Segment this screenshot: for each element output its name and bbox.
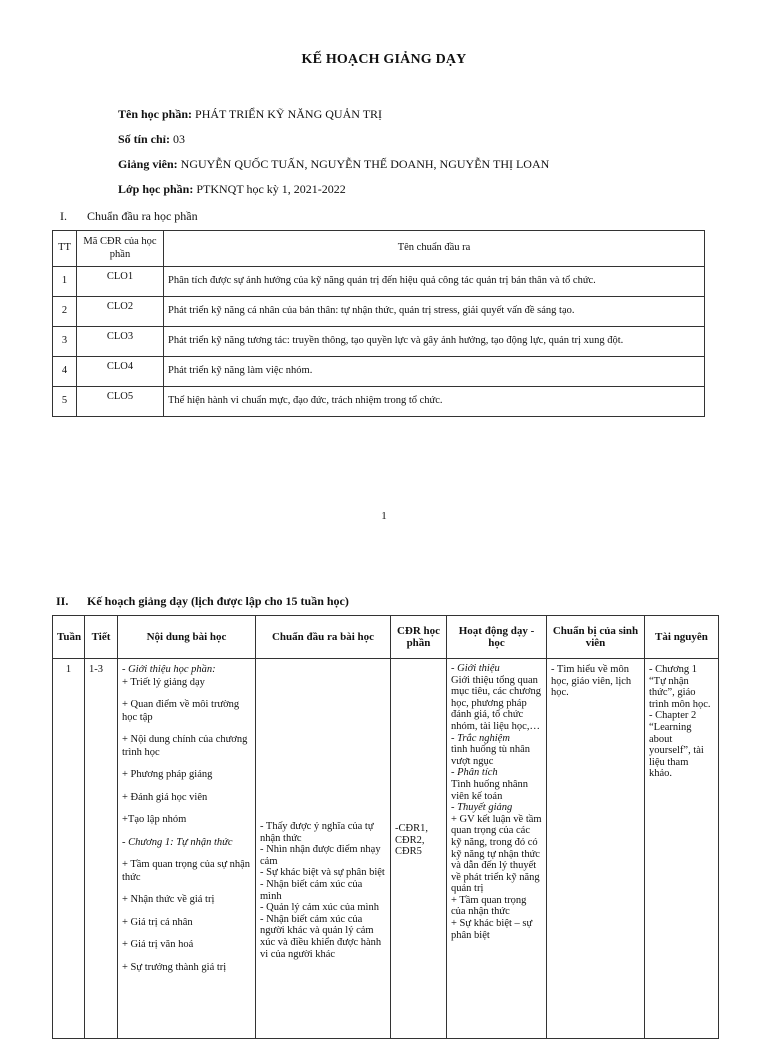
header-clo-name: Tên chuẩn đầu ra xyxy=(164,231,705,267)
cell-tt: 5 xyxy=(53,387,77,417)
info-lecturers xyxy=(118,157,549,172)
content-item: +Tạo lập nhóm xyxy=(122,814,187,825)
cell-week: 1 xyxy=(53,659,85,1039)
info-course-name xyxy=(118,107,382,122)
cell-student-prep: - Tìm hiểu về môn học, giáo viên, lịch học. xyxy=(547,659,645,1039)
clo-item: CĐR2, xyxy=(395,834,425,846)
cell-clo-code: CLO5 xyxy=(77,387,164,417)
cell-clo-name: Thể hiện hành vi chuẩn mực, đạo đức, trách nhiệm trong tổ chức. xyxy=(164,387,705,417)
section-2-title: Kế hoạch giảng dạy (lịch được lập cho 15 tuần học) xyxy=(87,594,349,608)
header-activities: Hoạt động dạy - học xyxy=(447,616,547,659)
info-credits xyxy=(118,132,185,147)
clo-item: -CĐR1, xyxy=(395,823,428,834)
header-week: Tuần xyxy=(53,616,85,659)
cell-clo-code: CLO2 xyxy=(77,297,164,327)
outcome-item: - Nhận biết cảm xúc của mình xyxy=(260,878,363,902)
outcome-item: - Nhìn nhận được điểm nhạy cảm xyxy=(260,844,381,867)
cell-periods: 1-3 xyxy=(85,659,118,1039)
info-value: PTKNQT học kỳ 1, 2021-2022 xyxy=(196,182,346,196)
header-student-prep: Chuẩn bị của sinh viên xyxy=(547,616,645,659)
activity-item: - Phân tích xyxy=(451,767,498,779)
table-row xyxy=(53,327,705,357)
document-title: KẾ HOẠCH GIẢNG DẠY xyxy=(301,52,467,67)
info-label: Số tín chỉ: xyxy=(118,132,171,146)
cell-tt: 4 xyxy=(53,357,77,387)
content-item: - Giới thiệu học phần: xyxy=(122,664,216,675)
header-clo: CĐR học phần xyxy=(391,616,447,659)
content-item: + Tầm quan trọng của sự nhận thức xyxy=(122,859,251,883)
outcome-item: - Quản lý cảm xúc của mình xyxy=(260,902,379,914)
activity-item: + Sự khác biệt – sự phân biệt xyxy=(451,918,533,941)
activity-item: - Giới thiệu xyxy=(451,663,500,674)
info-label: Giảng viên: xyxy=(118,157,178,171)
cell-clo-name: Phát triển kỹ năng làm việc nhóm. xyxy=(164,357,705,387)
content-item: + Nhận thức về giá trị xyxy=(122,894,215,905)
section-1-title: Chuẩn đầu ra học phần xyxy=(87,209,198,223)
table-row xyxy=(53,297,705,327)
content-item: + Sự trưởng thành giá trị xyxy=(122,961,227,973)
outcome-item: - Thấy được ý nghĩa của tự nhận thức xyxy=(260,821,374,844)
activity-item: tình huống tù nhân vượt ngục xyxy=(451,744,531,767)
content-item: + Giá trị văn hoá xyxy=(122,939,194,950)
cell-clo-name: Phát triển kỹ năng tương tác: truyền thông, tạo quyền lực và gây ảnh hưởng, tạo động lực, quản trị xung đột. xyxy=(164,327,705,357)
clo-item: CĐR5 xyxy=(395,846,422,858)
table-row xyxy=(53,357,705,387)
table-row xyxy=(53,659,719,1039)
cell-resources: - Chương 1 “Tự nhận thức”, giáo trình môn học. - Chapter 2 “Learning about yourself”, tài liệu tham khảo. xyxy=(645,659,719,1039)
outcome-item: - Sự khác biệt và sự phân biệt xyxy=(260,867,385,879)
info-value: 03 xyxy=(173,132,186,146)
activity-item: Giới thiệu tổng quan mục tiêu, các chương học, phương pháp đánh giá, tổ chức nhóm, tài liệu học,… xyxy=(451,674,541,732)
cell-clo-name: Phân tích được sự ảnh hưởng của kỹ năng quản trị đến hiệu quả công tác quản trị bản thân và tổ chức. xyxy=(164,267,705,297)
activity-item: - Thuyết giảng xyxy=(451,802,513,814)
header-periods: Tiết xyxy=(85,616,118,659)
info-label: Lớp học phần: xyxy=(118,182,194,196)
cell-tt: 3 xyxy=(53,327,77,357)
content-item: + Triết lý giảng dạy xyxy=(122,676,205,688)
cell-clo-code: CLO3 xyxy=(77,327,164,357)
content-item: - Chương 1: Tự nhận thức xyxy=(122,836,233,848)
header-resources: Tài nguyên xyxy=(645,616,719,659)
cell-clo-code: CLO4 xyxy=(77,357,164,387)
clo-table xyxy=(52,230,705,417)
activity-item: + Tầm quan trọng của nhận thức xyxy=(451,894,527,918)
cell-outcomes xyxy=(256,659,391,1039)
header-tt: TT xyxy=(53,231,77,267)
header-outcomes: Chuẩn đầu ra bài học xyxy=(256,616,391,659)
table-header-row xyxy=(53,616,719,659)
header-clo-code: Mã CĐR của học phần xyxy=(77,231,164,267)
activity-item: + GV kết luận về tầm quan trọng của các kỹ năng, trong đó có kỹ năng tự nhận thức và dẫn đến lý thuyết về phát triển kỹ năng quản trị xyxy=(451,813,542,895)
content-item: + Phương pháp giảng xyxy=(122,769,213,780)
cell-clo-code: CLO1 xyxy=(77,267,164,297)
content-item: + Đánh giá học viên xyxy=(122,791,208,803)
info-value: NGUYỄN QUỐC TUẤN, NGUYỄN THẾ DOANH, NGUYỄN THỊ LOAN xyxy=(180,157,550,171)
table-row xyxy=(53,387,705,417)
section-1-number: I. xyxy=(60,209,67,223)
cell-activities xyxy=(447,659,547,1039)
cell-tt: 2 xyxy=(53,297,77,327)
info-value: PHÁT TRIỂN KỸ NĂNG QUẢN TRỊ xyxy=(195,107,383,121)
cell-clo xyxy=(391,659,447,1039)
table-row xyxy=(53,267,705,297)
page-number: 1 xyxy=(381,510,387,522)
section-2-number: II. xyxy=(56,594,69,608)
teaching-plan-table xyxy=(52,615,719,1039)
info-class xyxy=(118,182,346,197)
content-item: + Nội dung chính của chương trình học xyxy=(122,734,248,758)
content-item: + Quan điểm về môi trường học tập xyxy=(122,699,240,723)
info-label: Tên học phần: xyxy=(118,107,193,121)
table-header-row xyxy=(53,231,705,267)
content-item: + Giá trị cá nhân xyxy=(122,916,193,928)
cell-tt: 1 xyxy=(53,267,77,297)
cell-clo-name: Phát triển kỹ năng cá nhân của bản thân: tự nhận thức, quản trị stress, giải quyết vấn đề sáng tạo. xyxy=(164,297,705,327)
activity-item: Tình huống nhânn viên kế toán xyxy=(451,778,528,802)
outcome-item: - Nhận biết cảm xúc của người khác và quản lý cảm xúc và điều khiển được hành vi của người khác xyxy=(260,913,382,960)
header-content: Nội dung bài học xyxy=(118,616,256,659)
cell-content xyxy=(118,659,256,1039)
activity-item: - Trắc nghiệm xyxy=(451,732,510,744)
